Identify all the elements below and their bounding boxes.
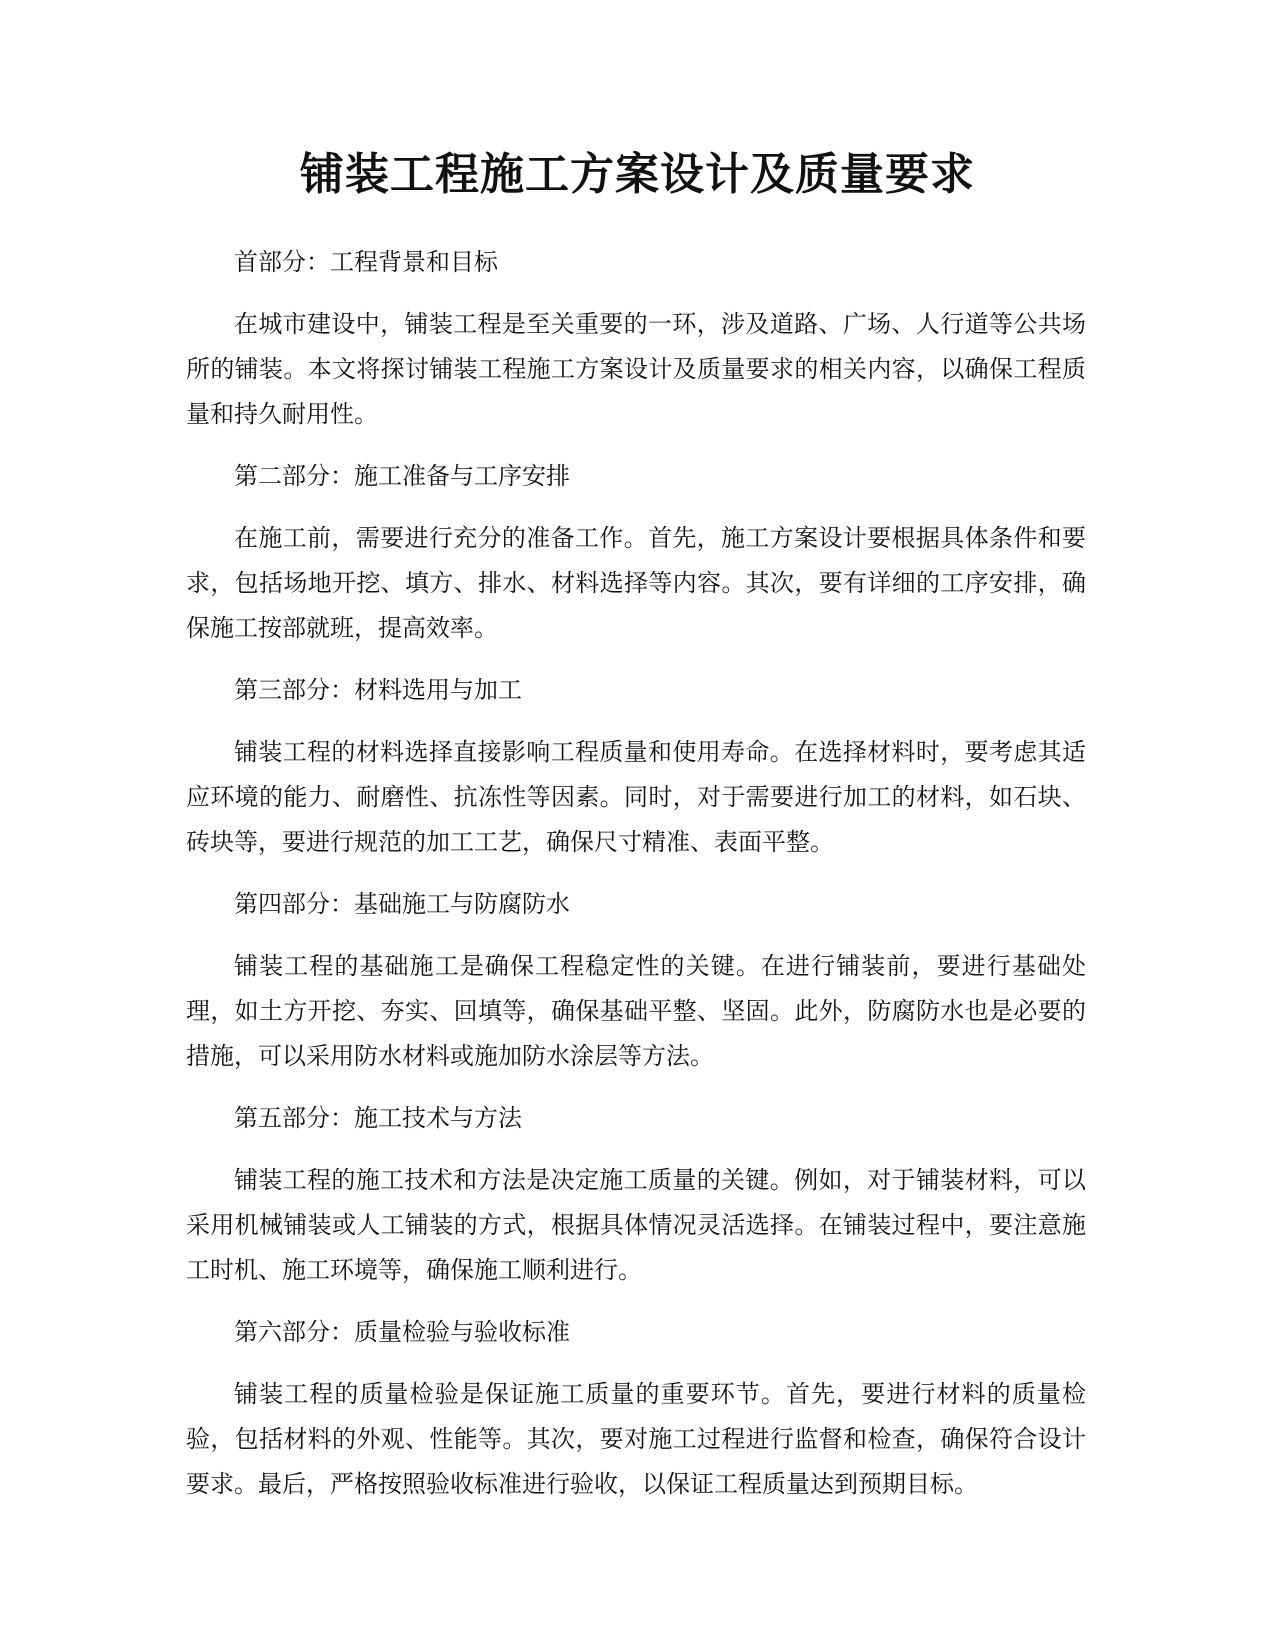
section-heading: 第四部分：基础施工与防腐防水 xyxy=(234,890,570,918)
section-heading: 第二部分：施工准备与工序安排 xyxy=(234,462,570,490)
section-background xyxy=(186,240,1086,437)
document-body xyxy=(186,240,1086,1524)
section-preparation xyxy=(186,454,1086,651)
section-heading: 第六部分：质量检验与验收标准 xyxy=(234,1318,570,1346)
section-foundation xyxy=(186,882,1086,1079)
section-paragraph: 铺装工程的质量检验是保证施工质量的重要环节。首先，要进行材料的质量检验，包括材料的外观、性能等。其次，要对施工过程进行监督和检查，确保符合设计要求。最后，严格按照验收标准进行验收，以保证工程质量达到预期目标。 xyxy=(186,1380,1086,1498)
section-paragraph: 铺装工程的材料选择直接影响工程质量和使用寿命。在选择材料时，要考虑其适应环境的能力、耐磨性、抗冻性等因素。同时，对于需要进行加工的材料，如石块、砖块等，要进行规范的加工工艺，确保尺寸精准、表面平整。 xyxy=(186,738,1086,856)
section-heading: 第五部分：施工技术与方法 xyxy=(234,1104,522,1132)
section-materials xyxy=(186,668,1086,865)
section-heading: 首部分：工程背景和目标 xyxy=(234,248,498,276)
section-quality-inspection xyxy=(186,1310,1086,1507)
page-title: 铺装工程施工方案设计及质量要求 xyxy=(300,149,975,200)
section-paragraph: 铺装工程的基础施工是确保工程稳定性的关键。在进行铺装前，要进行基础处理，如土方开挖、夯实、回填等，确保基础平整、坚固。此外，防腐防水也是必要的措施，可以采用防水材料或施加防水涂层等方法。 xyxy=(186,952,1086,1070)
section-paragraph: 在施工前，需要进行充分的准备工作。首先，施工方案设计要根据具体条件和要求，包括场地开挖、填方、排水、材料选择等内容。其次，要有详细的工序安排，确保施工按部就班，提高效率。 xyxy=(186,524,1086,642)
section-paragraph: 在城市建设中，铺装工程是至关重要的一环，涉及道路、广场、人行道等公共场所的铺装。本文将探讨铺装工程施工方案设计及质量要求的相关内容，以确保工程质量和持久耐用性。 xyxy=(186,310,1086,428)
section-techniques xyxy=(186,1096,1086,1293)
section-heading: 第三部分：材料选用与加工 xyxy=(234,676,522,704)
section-paragraph: 铺装工程的施工技术和方法是决定施工质量的关键。例如，对于铺装材料，可以采用机械铺装或人工铺装的方式，根据具体情况灵活选择。在铺装过程中，要注意施工时机、施工环境等，确保施工顺利进行。 xyxy=(186,1166,1086,1284)
